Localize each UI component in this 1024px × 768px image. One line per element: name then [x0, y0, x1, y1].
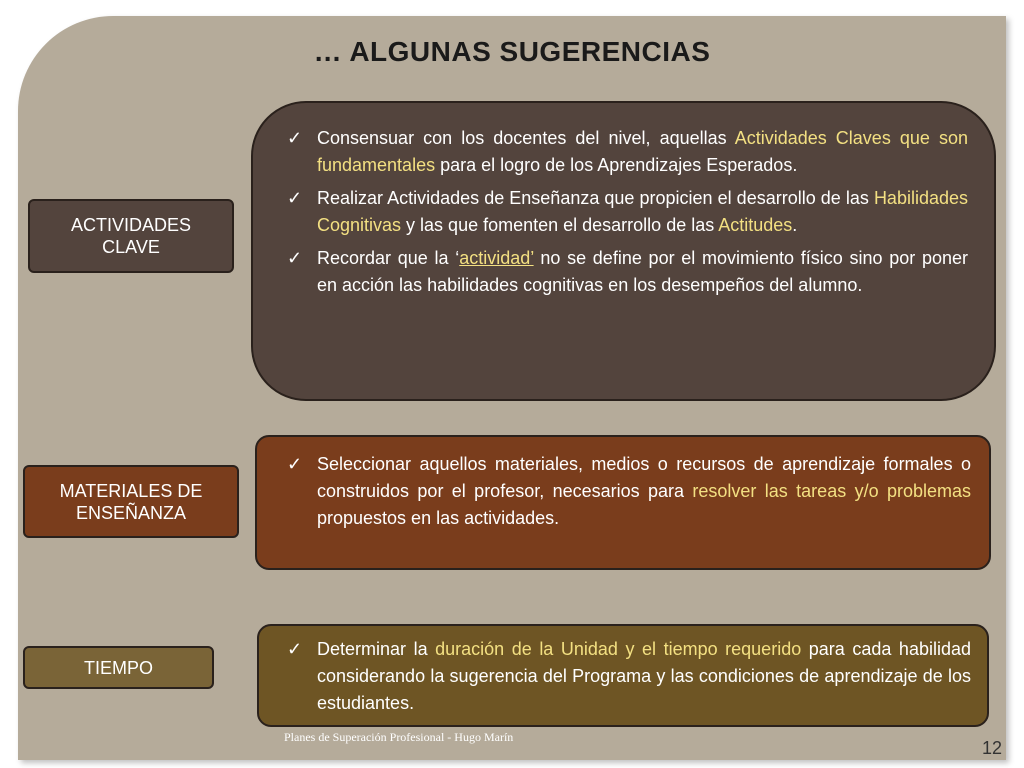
bullet-text: para cada habilidad considerando la sugerencia del Programa y las condiciones de aprendizaje de los estudiantes.	[317, 639, 971, 713]
bullet-text: Consensuar con los docentes del nivel, aquellas	[317, 128, 735, 148]
label-line: ACTIVIDADES	[70, 215, 192, 235]
label-line: TIEMPO	[83, 657, 153, 678]
list-item	[279, 636, 971, 717]
highlighted-text: duración de la Unidad y el tiempo requerido	[435, 639, 802, 659]
list-item	[279, 125, 968, 179]
label-line: ENSEÑANZA	[75, 502, 186, 523]
footer-text: Planes de Superación Profesional - Hugo Marín	[284, 730, 514, 744]
bullet-list	[279, 451, 971, 532]
bullet-text: Determinar la	[317, 639, 436, 659]
bullet-text: no se define por el movimiento físico sino por poner en acción las habilidades cognitivas en los desempeños del alumno.	[317, 248, 968, 295]
bullet-text: Realizar Actividades de Enseñanza que propicien el desarrollo de las	[317, 188, 874, 208]
bullet-text: propuestos en las actividades.	[317, 508, 560, 528]
highlighted-text: Actividades Claves que son fundamentales	[317, 128, 968, 175]
label-line: CLAVE	[102, 237, 160, 257]
page-number: 12	[981, 738, 1002, 758]
label-actividades-clave	[28, 199, 234, 273]
list-item	[279, 451, 971, 532]
checkmark-icon: ✓	[287, 454, 303, 474]
slide-title: … ALGUNAS SUGERENCIAS	[313, 36, 711, 67]
bullet-list	[279, 125, 968, 299]
list-item	[279, 245, 968, 299]
panel-tiempo	[257, 624, 989, 727]
bullet-text: .	[792, 215, 798, 235]
panel-actividades-clave	[251, 101, 996, 401]
highlighted-text: Actitudes	[718, 215, 793, 235]
highlighted-text: actividad’	[459, 248, 534, 268]
bullet-text: para el logro de los Aprendizajes Esperados.	[435, 155, 798, 175]
checkmark-icon: ✓	[287, 188, 303, 208]
checkmark-icon: ✓	[287, 248, 303, 268]
checkmark-icon: ✓	[287, 128, 303, 148]
panel-materiales-de-ensenanza	[255, 435, 991, 570]
highlighted-text: resolver las tareas y/o problemas	[692, 481, 971, 501]
bullet-text: y las que fomenten el desarrollo de las	[401, 215, 719, 235]
bullet-list	[279, 636, 971, 717]
label-line: MATERIALES DE	[59, 480, 203, 501]
bullet-text: Seleccionar aquellos materiales, medios o recursos de aprendizaje formales o construidos por el profesor, necesarios para	[317, 454, 971, 501]
label-materiales-de-ensenanza	[23, 465, 239, 538]
bullet-text: Recordar que la ‘	[317, 248, 460, 268]
list-item	[279, 185, 968, 239]
highlighted-text: Habilidades Cognitivas	[317, 188, 968, 235]
checkmark-icon: ✓	[287, 639, 303, 659]
label-tiempo	[23, 646, 214, 689]
